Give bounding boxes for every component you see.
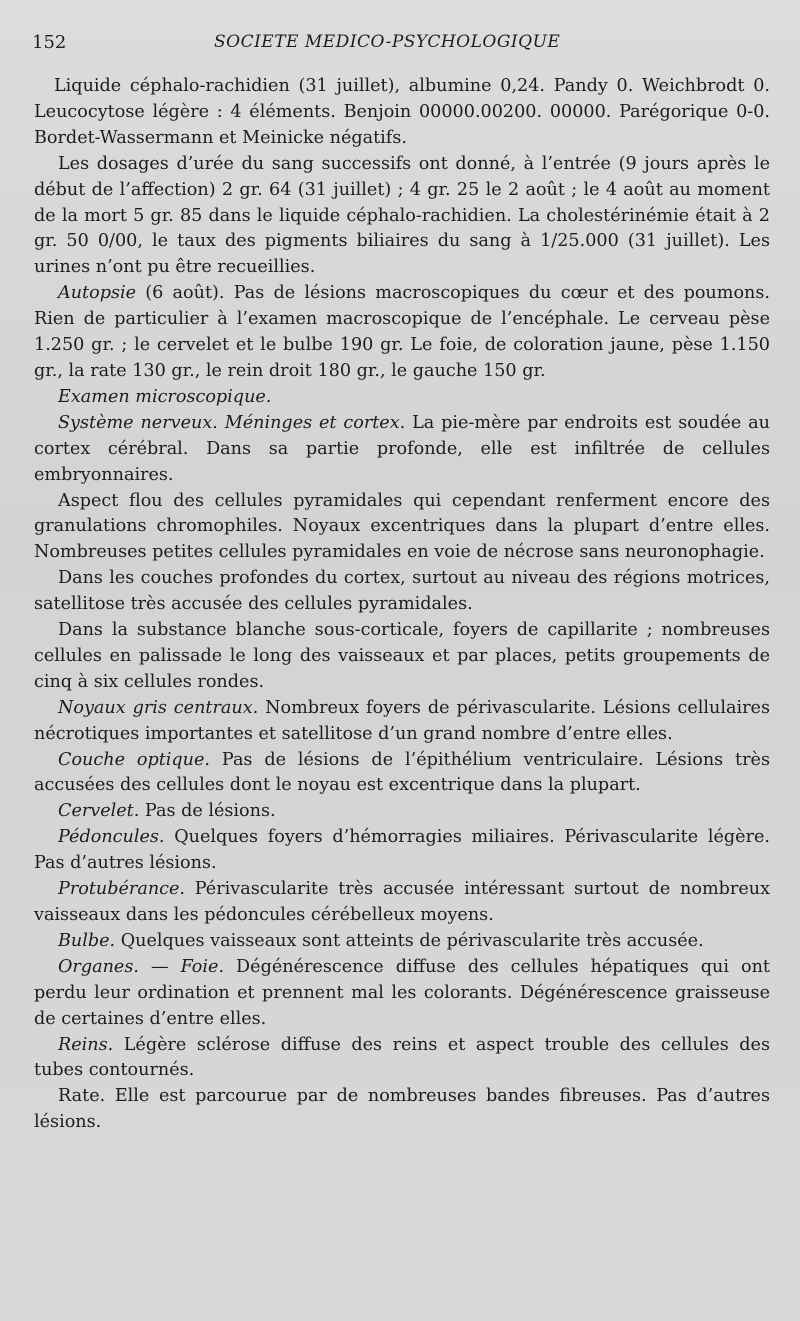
paragraph-protuberance bbox=[34, 877, 770, 929]
section-heading: Pédoncules. bbox=[58, 827, 165, 848]
section-heading: Organes. — Foie. bbox=[58, 956, 225, 977]
paragraph-couches-profondes: Dans les couches profondes du cortex, surtout au niveau des régions motrices, satellitose très accusée des cellules pyramidales. bbox=[34, 568, 770, 615]
section-heading: Système nerveux. Méninges et cortex. bbox=[58, 412, 406, 433]
running-title: SOCIETE MEDICO-PSYCHOLOGIQUE bbox=[214, 32, 561, 52]
paragraph-text: Périvascularite très accusée intéressant surtout de nombreux vaisseaux dans les pédoncules cérébelleux moyens. bbox=[34, 879, 770, 925]
paragraph-cellules-pyramidales: Aspect flou des cellules pyramidales qui cependant renferment encore des granulations chromophiles. Noyaux excentriques dans la plupart d’entre elles. Nombreuses petites cellules pyramidales en voie de nécrose sans neuronophagie. bbox=[34, 490, 770, 563]
paragraph-bulbe bbox=[34, 929, 770, 955]
page-header bbox=[32, 32, 760, 56]
section-heading: Cervelet. bbox=[58, 801, 140, 822]
paragraph-text: Quelques foyers d’hémorragies miliaires. Périvascularite légère. Pas d’autres lésions. bbox=[34, 827, 770, 874]
paragraph-examen: Examen microscopique. bbox=[58, 386, 272, 407]
page-number: 152 bbox=[32, 32, 67, 53]
paragraph-uree: Les dosages d’urée du sang successifs ont donné, à l’entrée (9 jours après le début de l’affection) 2 gr. 64 (31 juillet) ; 4 gr. 25 le 2 août ; le 4 août au moment de la mort 5 gr. 85 dans le liquide céphalo-rachidien. La cholestérinémie était à 2 gr. 50 0/00, le taux des pigments biliaires du sang à 1/25.000 (31 juillet). Les urines n’ont pu être recueillies. bbox=[34, 153, 770, 278]
section-heading: Autopsie bbox=[58, 283, 137, 304]
section-heading: Protubérance. bbox=[58, 879, 186, 900]
paragraph-couche-optique bbox=[34, 748, 770, 800]
paragraph-text: Pas de lésions. bbox=[139, 801, 276, 822]
paragraph-reins bbox=[34, 1033, 770, 1085]
paragraph-text: La pie-mère par endroits est soudée au cortex cérébral. Dans sa partie profonde, elle est infiltrée de cellules embryonnaires. bbox=[34, 412, 771, 485]
paragraph-csf: Liquide céphalo-rachidien (31 juillet), albumine 0,24. Pandy 0. Weichbrodt 0. Leucocytose légère : 4 éléments. Benjoin 00000.00200. 00000. Parégorique 0-0. Bordet-Wassermann et Meinicke négatifs. bbox=[34, 76, 770, 148]
section-heading: Reins. bbox=[58, 1034, 114, 1055]
paragraph-substance-blanche: Dans la substance blanche sous-corticale, foyers de capillarite ; nombreuses cellules en palissade le long des vaisseaux et par places, petits groupements de cinq à six cellules rondes. bbox=[34, 620, 770, 692]
paragraph-autopsie bbox=[34, 281, 770, 385]
paragraph-text: Légère sclérose diffuse des reins et aspect trouble des cellules des tubes contournés. bbox=[34, 1034, 770, 1081]
body-text bbox=[34, 74, 770, 1136]
paragraph-noyaux-gris bbox=[34, 696, 770, 748]
section-heading: Bulbe. bbox=[58, 930, 116, 951]
paragraph-pedoncules bbox=[34, 825, 770, 877]
paragraph-text: (6 août). Pas de lésions macroscopiques du cœur et des poumons. Rien de particulier à l’examen macroscopique de l’encéphale. Le cerveau pèse 1.250 gr. ; le cervelet et le bulbe 190 gr. Le foie, de coloration jaune, pèse 1.150 gr., la rate 130 gr., le rein droit 180 gr., le gauche 150 gr. bbox=[34, 283, 770, 381]
section-heading: Noyaux gris centraux. bbox=[58, 697, 259, 718]
paragraph-text: Dégénérescence diffuse des cellules hépatiques qui ont perdu leur ordination et prennent mal les colorants. Dégénérescence graisseuse de certaines d’entre elles. bbox=[34, 956, 770, 1029]
paragraph-cervelet bbox=[34, 799, 770, 825]
section-heading: Couche optique. bbox=[58, 749, 211, 770]
paragraph-text: Quelques vaisseaux sont atteints de périvascularite très accusée. bbox=[115, 930, 704, 951]
paragraph-text: Nombreux foyers de périvascularite. Lésions cellulaires nécrotiques importantes et satellitose d’un grand nombre d’entre elles. bbox=[34, 697, 770, 744]
paragraph-systeme-nerveux bbox=[34, 411, 770, 489]
paragraph-text: Pas de lésions de l’épithélium ventriculaire. Lésions très accusées des cellules dont le noyau est excentrique dans la plupart. bbox=[34, 749, 770, 796]
paragraph-rate: Rate. Elle est parcourue par de nombreuses bandes fibreuses. Pas d’autres lésions. bbox=[34, 1086, 770, 1133]
paragraph-foie bbox=[34, 955, 770, 1033]
